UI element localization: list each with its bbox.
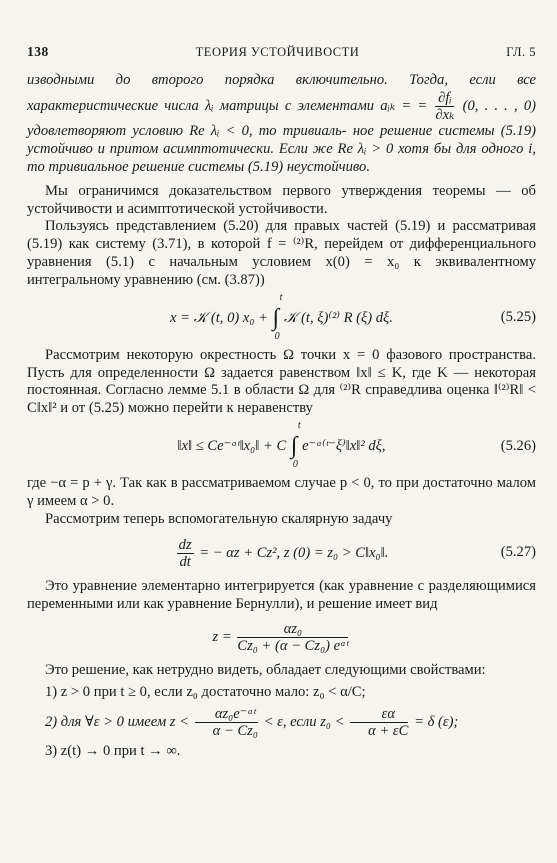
equation-5-27 [27, 537, 536, 570]
fraction-denominator: dt [179, 553, 191, 570]
equation-5-25 [27, 291, 536, 342]
fraction-denominator: α − Cz₀ [212, 723, 258, 740]
fraction-denominator: α + εC [368, 723, 409, 740]
theorem-line: характеристические числа λᵢ матрицы с элементами aᵢₖ = [27, 98, 412, 115]
list-item-text: = δ (ε); [414, 713, 459, 730]
theorem-line: Если же Re λᵢ > 0 хотя бы для одного i, то тривиальное решение [27, 141, 536, 175]
equation-number: (5.26) [500, 437, 536, 454]
fraction-numerator: εα [350, 706, 408, 723]
solution-fraction [237, 621, 348, 654]
fraction-denominator: ∂xₖ [435, 107, 455, 124]
partial-derivative-fraction [435, 90, 454, 123]
paragraph: Это решение, как нетрудно видеть, обладает следующими свойствами: [45, 662, 486, 679]
list-item-text: 2) для ∀ε > 0 имеем z < [45, 713, 189, 730]
running-title: ТЕОРИЯ УСТОЙЧИВОСТИ [195, 45, 360, 59]
list-item [27, 706, 536, 739]
fraction-numerator: αz₀e⁻ᵅᵗ [195, 706, 258, 723]
paragraph: Рассмотрим некоторую окрестность Ω точки x = 0 фазового пространства. Пусть для определенности Ω задается равенством ‖x‖ ≤ K, где K — некоторая постоянная. Согласно лемме 5.1 в области Ω для ⁽²⁾R справедлива оценка ‖⁽²⁾R‖ < C‖x‖² и от (5.25) можно перейти к неравенству [27, 346, 536, 417]
integral-sign: ∫ t 0 [290, 419, 301, 471]
theorem-line: системы (5.19) неустойчиво. [188, 158, 370, 175]
equation-number: (5.27) [500, 544, 536, 561]
theorem-line: (0, . . . , 0) удовлетворяют условию Re λᵢ < 0, то тривиаль- [27, 98, 536, 140]
list-item: 1) z > 0 при t ≥ 0, если z₀ достаточно мало: z₀ < α/C; [45, 684, 366, 701]
fraction-numerator: dz [178, 536, 192, 553]
integral-upper-limit: t [297, 419, 301, 431]
solution-equation [27, 621, 536, 654]
fraction [350, 706, 408, 739]
equation-left: x = 𝒦 (t, 0) x₀ + [170, 309, 268, 326]
book-page [27, 0, 536, 761]
equation-right: 𝒦 (t, ξ)⁽²⁾ R (ξ) dξ. [283, 309, 393, 326]
list-item-text: < ε, если z₀ < [263, 713, 345, 730]
paragraph: Это уравнение элементарно интегрируется (как уравнение с разделяющимися переменными или как уравнение Бернулли), и решение имеет вид [27, 577, 536, 612]
integral-sign: ∫ t 0 [272, 291, 283, 342]
theorem-line: = [417, 98, 428, 115]
equation-left: z = [212, 629, 232, 646]
fraction-numerator: ∂fᵢ [435, 90, 454, 107]
paragraph: Пользуясь представлением (5.20) для правых частей (5.19) и рассматривая (5.19) как систему (3.71), в которой f = ⁽²⁾R, перейдем от дифференциального уравнения (5.1) с начальным условием x(0) = x₀ к эквивалентному интегральному уравнению (см. (3.87)) [27, 218, 536, 288]
equation-right: e⁻ᵅ⁽ᵗ⁻ξ⁾‖x‖² dξ, [302, 437, 386, 454]
chapter-label: ГЛ. 5 [506, 45, 536, 59]
equation-number: (5.25) [500, 309, 536, 326]
integral-lower-limit: 0 [274, 330, 280, 342]
integral-upper-limit: t [279, 291, 283, 303]
integral-lower-limit: 0 [292, 459, 298, 471]
equation-left: ‖x‖ ≤ Ce⁻ᵅᵗ‖x₀‖ + C [177, 437, 287, 454]
theorem-line: ное решение системы (5.19) устойчиво и притом асимптотически. [27, 123, 536, 158]
page-number: 138 [27, 44, 49, 59]
theorem-line: изводными до второго порядка включительно. Тогда, если все [27, 72, 536, 89]
fraction-denominator: Cz₀ + (α − Cz₀) eᵅᵗ [237, 638, 349, 655]
running-header [27, 44, 536, 60]
fraction [195, 706, 258, 739]
paragraph: Мы ограничимся доказательством первого утверждения теоремы — об устойчивости и асимптотической устойчивости. [27, 182, 536, 217]
paragraph: Рассмотрим теперь вспомогательную скалярную задачу [45, 510, 393, 527]
properties-list [27, 684, 536, 761]
equation-5-26 [27, 419, 536, 471]
derivative-fraction [177, 537, 194, 570]
theorem-continuation [27, 72, 536, 176]
paragraph: где −α = p + γ. Так как в рассматриваемом случае p < 0, то при достаточно малом γ имеем α > 0. [27, 475, 536, 510]
list-item: 3) z(t) → 0 при t → ∞. [45, 743, 181, 760]
equation-right: = − αz + Cz², z (0) = z₀ > C‖x₀‖. [199, 544, 389, 561]
fraction-numerator: αz₀ [237, 621, 348, 638]
